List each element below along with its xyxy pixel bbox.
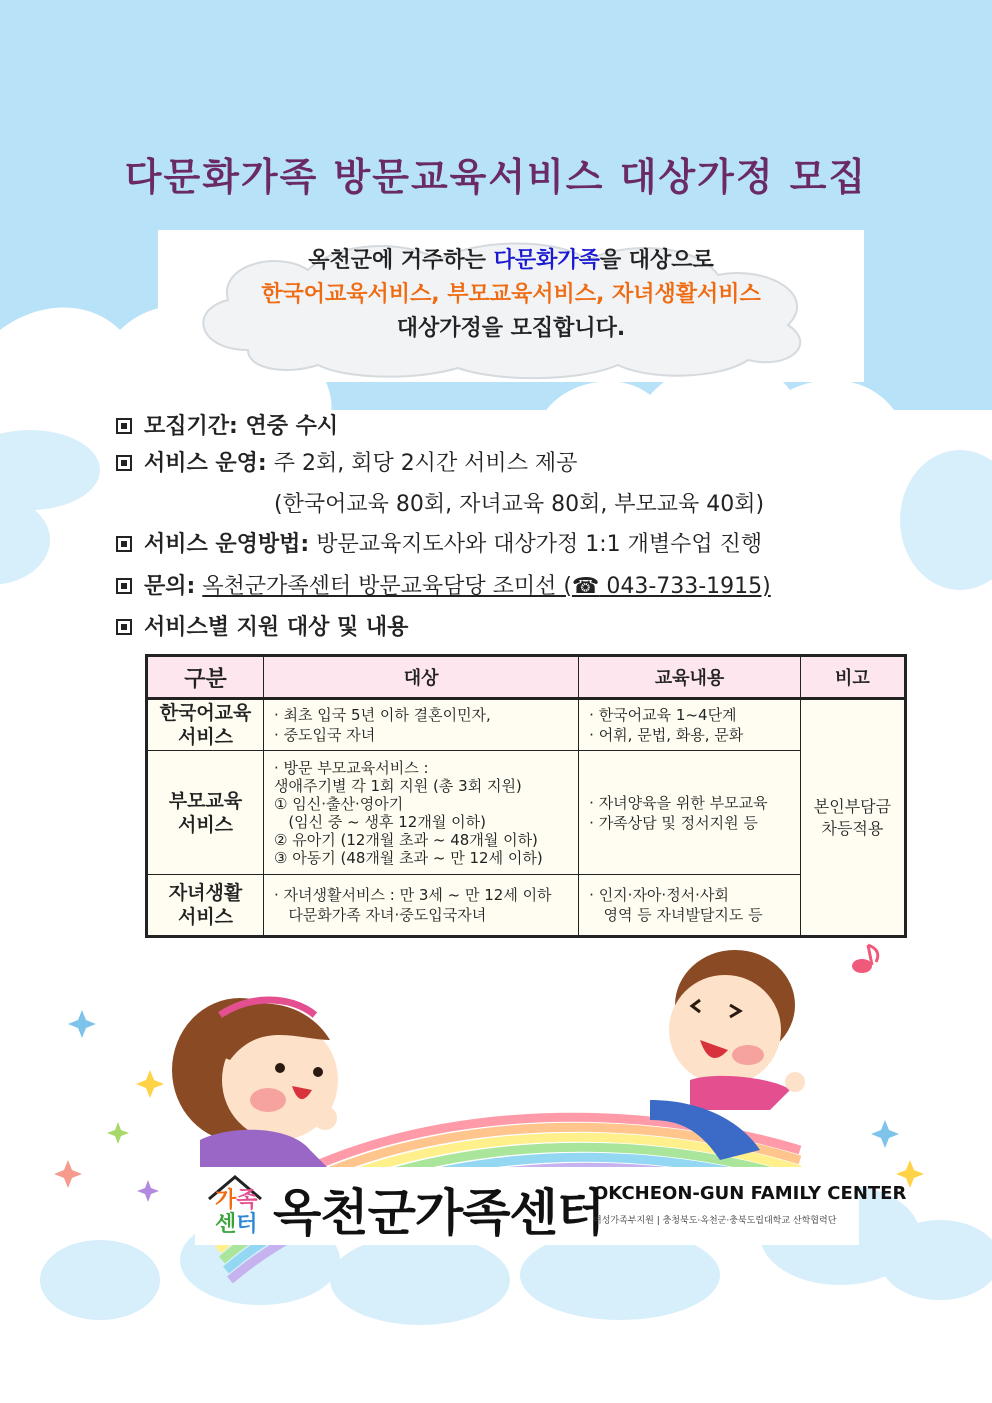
bullet-square-icon: [116, 619, 132, 635]
cloud-left-1: [0, 430, 100, 510]
bullet-square-icon: [116, 578, 132, 594]
table-header: 대상: [264, 656, 579, 699]
row-content: · 한국어교육 1~4단계 · 어휘, 문법, 화용, 문화: [579, 699, 801, 751]
bullet-square-icon: [116, 536, 132, 552]
bullet-square-icon: [116, 455, 132, 471]
cloud-bottom-1: [40, 1240, 160, 1320]
row-target: · 방문 부모교육서비스 : 생애주기별 각 1회 지원 (총 3회 지원) ① 임신·출산·영아기 (임신 중 ~ 생후 12개월 이하) ② 유아기 (12개월 초과 ~ 48개월 이하) ③ 아동기 (48개월 초과 ~ 만 12세 이하): [264, 751, 579, 875]
info-period: 모집기간: 연중 수시: [116, 409, 338, 440]
intro-line-2: 한국어교육서비스, 부모교육서비스, 자녀생활서비스: [261, 282, 761, 307]
info-operation: 서비스 운영: 주 2회, 회당 2시간 서비스 제공: [116, 446, 577, 477]
row-name: 한국어교육 서비스: [147, 699, 264, 751]
table-header: 비고: [800, 656, 905, 699]
intro-box: [158, 230, 864, 382]
music-note-icon: [852, 945, 878, 973]
bullet-square-icon: [116, 418, 132, 434]
phone-icon: ☎: [571, 574, 600, 599]
boy-illustration: [650, 950, 805, 1160]
table-row: [147, 751, 906, 875]
info-method: 서비스 운영방법: 방문교육지도사와 대상가정 1:1 개별수업 진행: [116, 527, 762, 558]
girl-illustration: [172, 998, 338, 1180]
logo-subtitle: 여성가족부지원 | 충청북도·옥천군·충북도립대학교 산학협력단: [593, 1216, 837, 1226]
table-header: 구분: [147, 656, 264, 699]
logo-mark: 가족 센터: [203, 1173, 267, 1239]
info-operation-detail: (한국어교육 80회, 자녀교육 80회, 부모교육 40회): [274, 492, 765, 517]
center-logo: [195, 1167, 907, 1245]
intro-text: [158, 244, 864, 346]
page-title: 다문화가족 방문교육서비스 대상가정 모집: [124, 155, 868, 199]
row-target: · 최초 입국 5년 이하 결혼이민자, · 중도입국 자녀: [264, 699, 579, 751]
table-header-row: [147, 656, 906, 699]
row-target: · 자녀생활서비스 : 만 3세 ~ 만 12세 이하 다문화가족 자녀·중도입국자녀: [264, 875, 579, 937]
row-content: · 인지·자아·정서·사회 영역 등 자녀발달지도 등: [579, 875, 801, 937]
table-row: [147, 875, 906, 937]
info-contact: 문의: 옥천군가족센터 방문교육담당 조미선 (☎ 043-733-1915): [116, 569, 771, 600]
table-header: 교육내용: [579, 656, 801, 699]
services-table: [145, 654, 907, 938]
row-name: 부모교육 서비스: [147, 751, 264, 875]
intro-highlight: 다문화가족: [493, 248, 600, 273]
row-content: · 자녀양육을 위한 부모교육 · 가족상담 및 정서지원 등: [579, 751, 801, 875]
cloud-bottom-3: [330, 1235, 510, 1325]
logo-english: OKCHEON-GUN FAMILY CENTER: [593, 1183, 907, 1204]
intro-line-1: 옥천군에 거주하는 다문화가족을 대상으로: [308, 248, 714, 273]
row-note: 본인부담금 차등적용: [800, 699, 905, 937]
row-name: 자녀생활 서비스: [147, 875, 264, 937]
info-support: 서비스별 지원 대상 및 내용: [116, 610, 408, 641]
intro-line-3: 대상가정을 모집합니다.: [396, 316, 626, 341]
logo-name: 옥천군가족센터: [273, 1184, 605, 1242]
contact-link[interactable]: 옥천군가족센터 방문교육담당 조미선 (☎ 043-733-1915): [202, 574, 771, 599]
table-row: [147, 699, 906, 751]
